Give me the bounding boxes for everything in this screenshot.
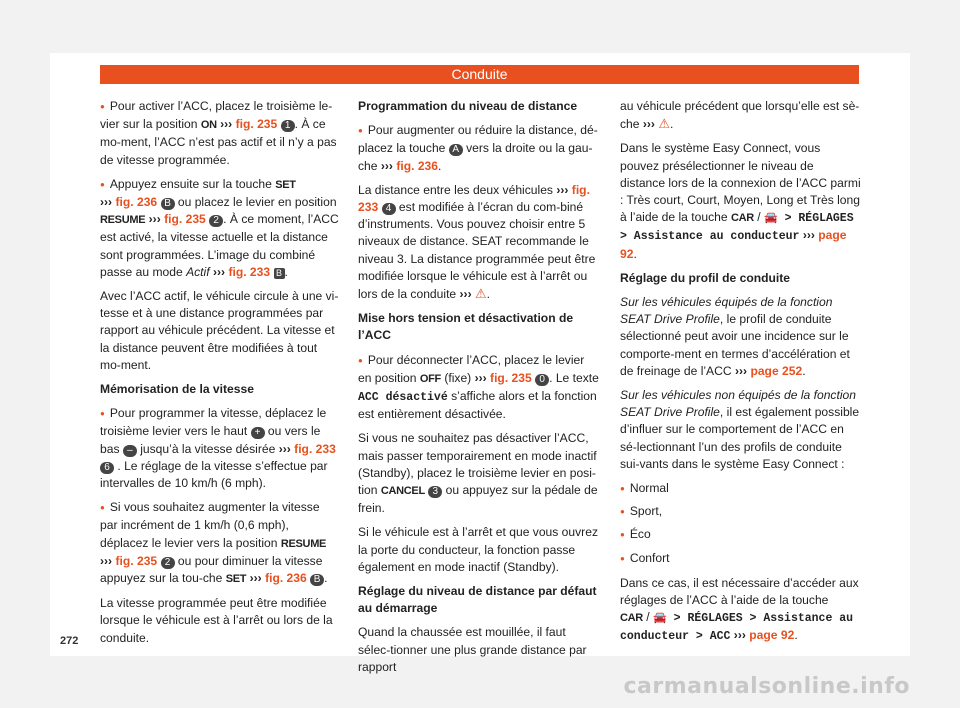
subheading: Mise hors tension et désactivation de l’ACC <box>358 311 574 343</box>
page-number: 272 <box>60 635 79 647</box>
profile-list <box>620 480 861 568</box>
list-item: ● Sport, <box>620 503 861 521</box>
paragraph: Quand la chaussée est mouillée, il faut sélec-tionner une plus grande distance par rapport <box>358 625 587 674</box>
figure-link[interactable]: fig. 233 <box>358 182 590 215</box>
subheading: Mémorisation de la vitesse <box>100 382 254 397</box>
paragraph: Avec l’ACC actif, le véhicule circule à une vi-tesse et à une distance programmées par rapport au véhicule précédent. La vitesse et la distance peuvent être modifiées à tout mo-ment. <box>100 289 339 372</box>
car-icon: 🚘 <box>653 612 667 625</box>
figure-link[interactable]: fig. 235 <box>490 370 532 385</box>
paragraph: Sur les véhicules équipés de la fonction SEAT Drive Profile, le profil de conduite sélectionné peut avoir une incidence sur le comporte-ment en termes d’accélération et de freinage de l’ACC ››› page 252. <box>620 295 850 378</box>
paragraph: ● Pour déconnecter l’ACC, placez le levier en position OFF (fixe) ››› fig. 235 0 . Le texte ACC désactivé s’affiche alors et la fonction est entièrement désactivée. <box>358 352 601 424</box>
list-item: ● Éco <box>620 526 861 544</box>
subheading: Réglage du niveau de distance par défaut au démarrage <box>358 584 597 616</box>
paragraph: Si le véhicule est à l’arrêt et que vous ouvrez la porte du conducteur, la fonction passe également en mode inactif (Standby). <box>358 525 598 574</box>
figure-link[interactable]: fig. 235 <box>115 553 158 568</box>
figure-link[interactable]: fig. 236 <box>265 571 307 586</box>
figure-link[interactable]: fig. 236 <box>115 195 158 210</box>
paragraph: ● Appuyez ensuite sur la touche SET ››› fig. 236 B ou placez le levier en position RESUME ››› fig. 235 2 . À ce moment, l’ACC est activé, la vitesse actuelle et la distance sont programmées. L’image du combiné passe au mode Actif ››› fig. 233 B . <box>100 176 340 281</box>
plus-icon: + <box>251 427 265 439</box>
watermark: carmanualsonline.info <box>623 674 910 699</box>
paragraph: Sur les véhicules non équipés de la fonction SEAT Drive Profile, il est également possible d’influer sur le comportement de l’ACC en sé-lectionnant l’un des profils de conduite sui-vants dans le système Easy Connect : <box>620 388 860 471</box>
paragraph: ● Pour augmenter ou réduire la distance, dé-placez la touche A vers la droite ou la gau-che ››› fig. 236. <box>358 122 601 175</box>
list-item: ● Confort <box>620 550 861 568</box>
minus-icon: – <box>123 445 137 457</box>
paragraph: au véhicule précédent que lorsqu’elle est sè-che ››› ⚠. <box>620 99 860 132</box>
figure-link[interactable]: fig. 233 <box>228 264 271 279</box>
paragraph: ● Pour programmer la vitesse, déplacez le troisième levier vers le haut + ou vers le bas – jusqu’à la vitesse désirée ››› fig. 233 6 . Le réglage de la vitesse s’effectue par intervalles de 10 km/h (6 mph). <box>100 405 340 492</box>
paragraph: ● Si vous souhaitez augmenter la vitesse par incrément de 1 km/h (0,6 mph), déplacez le levier vers la position RESUME ››› fig. 235 2 ou pour diminuer la vitesse appuyez sur la tou-che SET ››› fig. 236 B . <box>100 499 340 588</box>
paragraph: ● Pour activer l’ACC, placez le troisième le-vier sur la position ON ››› fig. 235 1 . À ce mo-ment, l’ACC n’est pas actif et il n’y a pas de vitesse programmée. <box>100 98 340 169</box>
figure-link[interactable]: fig. 236 <box>396 158 439 173</box>
subheading: Réglage du profil de conduite <box>620 270 790 285</box>
figure-link[interactable]: fig. 235 <box>235 117 278 132</box>
column-3 <box>620 98 861 653</box>
list-item: ● Normal <box>620 480 861 498</box>
paragraph: La vitesse programmée peut être modifiée lorsque le véhicule est à l’arrêt ou lors de la conduite. <box>100 596 333 645</box>
section-header: Conduite <box>100 65 859 84</box>
figure-link[interactable]: fig. 233 <box>294 441 336 456</box>
figure-link[interactable]: fig. 235 <box>164 212 206 227</box>
page-link[interactable]: page 92 <box>749 628 795 643</box>
warning-icon: ⚠ <box>658 116 670 132</box>
column-1 <box>100 98 340 654</box>
car-icon: 🚘 <box>763 212 778 225</box>
paragraph: Dans le système Easy Connect, vous pouvez présélectionner le niveau de distance lors de la connexion de l’ACC parmi : Très court, Court, Moyen, Long et Très long à l’aide de la touche CAR / 🚘 > RÉGLAGES > Assistance au conducteur ››› page 92. <box>620 141 861 261</box>
paragraph: Si vous ne souhaitez pas désactiver l’ACC, mais passer temporairement en mode inactif (Standby), placez le troisième levier en posi-tion CANCEL 3 ou appuyez sur la pédale de frein. <box>358 431 598 516</box>
page-link[interactable]: page 92 <box>620 228 847 261</box>
paragraph: Dans ce cas, il est nécessaire d’accéder aux réglages de l’ACC à l’aide de la touche CAR / 🚘 > RÉGLAGES > Assistance au conducteur > ACC ››› page 92. <box>620 575 859 644</box>
paragraph: La distance entre les deux véhicules ››› fig. 233 4 est modifiée à l’écran du com-biné d’instruments. Vous pouvez choisir entre 5 niveaux de distance. SEAT recommande le niveau 3. La distance programmée peut être modifiée lorsque le véhicule est à l’arrêt ou lors de la conduite ››› ⚠. <box>358 182 596 302</box>
warning-icon: ⚠ <box>474 286 487 302</box>
page-link[interactable]: page 252 <box>750 363 803 378</box>
subheading: Programmation du niveau de distance <box>358 99 578 113</box>
column-2 <box>358 98 601 683</box>
